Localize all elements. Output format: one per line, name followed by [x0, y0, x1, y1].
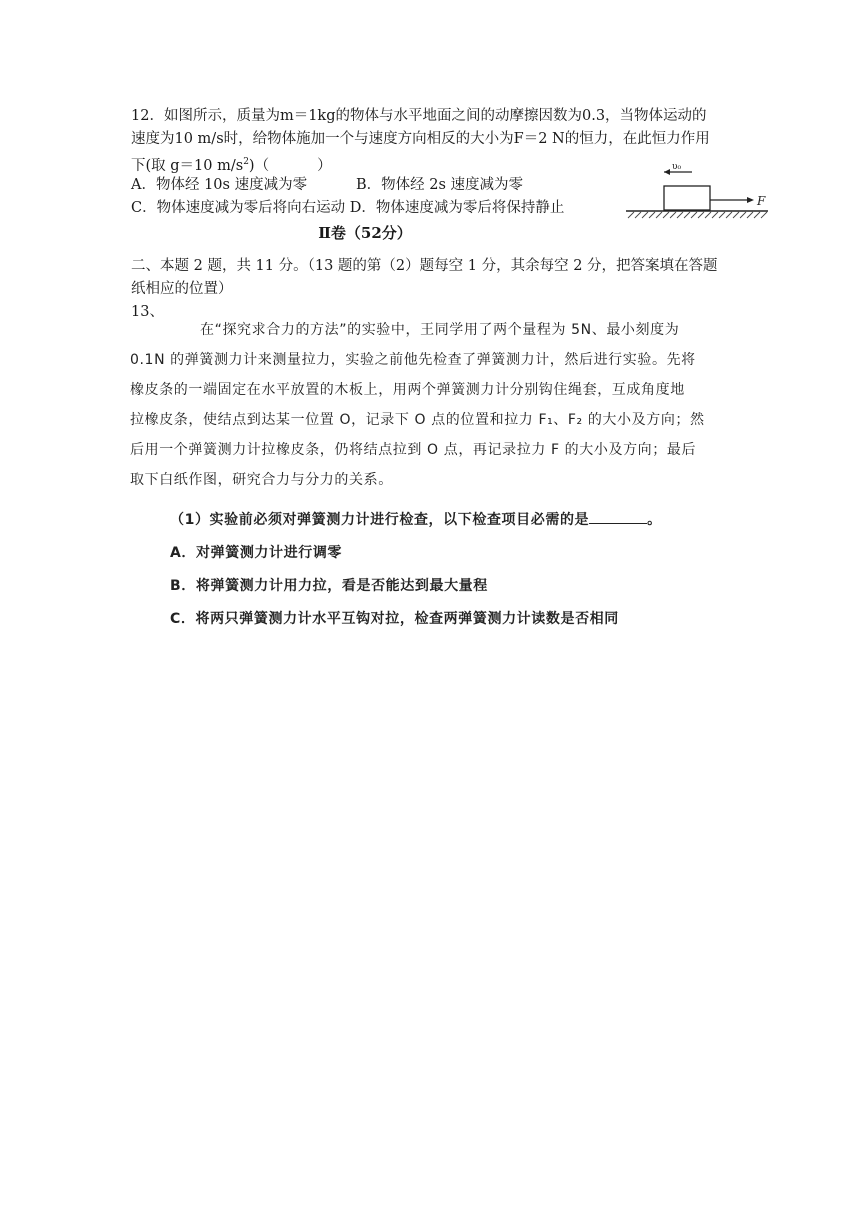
q13-label: 13、	[131, 304, 164, 320]
section-title: Ⅱ卷（52分）	[318, 224, 412, 242]
block-force-diagram	[622, 158, 772, 228]
q12-option-b: B．物体经 2s 速度减为零	[356, 177, 524, 193]
q12-options-row-2	[131, 197, 564, 219]
q13-paragraph-line-3: 橡皮条的一端固定在水平放置的木板上，用两个弹簧测力计分别钩住绳套，互成角度地	[130, 382, 685, 398]
q13-paragraph-line-2: 0.1N 的弹簧测力计来测量拉力，实验之前他先检查了弹簧测力计，然后进行实验。先将	[130, 352, 696, 368]
q13-paragraph-line-4: 拉橡皮条，使结点到达某一位置 O，记录下 O 点的位置和拉力 F₁、F₂ 的大小及方向；然	[130, 412, 705, 428]
q12-superscript: 2	[243, 157, 249, 167]
q12-stem-line-1: 12．如图所示，质量为m＝1kg的物体与水平地面之间的动摩擦因数为0.3，当物体运动的	[131, 108, 707, 124]
q12-paren-open: )（	[248, 157, 270, 174]
answer-blank	[589, 511, 647, 524]
q13-subquestion-1-end: 。	[647, 512, 662, 528]
q12-options-row-1	[131, 174, 524, 196]
q12-option-d: D．物体速度减为零后将保持静止	[349, 200, 565, 216]
q13-paragraph-line-1: 在“探究求合力的方法”的实验中，王同学用了两个量程为 5N、最小刻度为	[200, 322, 680, 338]
q13-paragraph-line-5: 后用一个弹簧测力计拉橡皮条，仍将结点拉到 O 点，再记录拉力 F 的大小及方向；最后	[130, 442, 697, 458]
q13-subquestion-1-text: （1）实验前必须对弹簧测力计进行检查，以下检查项目必需的是	[170, 512, 590, 528]
q12-stem-line-3	[131, 151, 332, 177]
q12-paren-close: ）	[317, 157, 332, 174]
section2-instructions-line-2: 纸相应的位置）	[131, 281, 233, 297]
q12-option-c: C．物体速度减为零后将向右运动	[131, 200, 346, 216]
section2-instructions-line-1: 二、本题 2 题，共 11 分。（13 题的第（2）题每空 1 分，其余每空 2 分，把答案填在答题	[131, 258, 718, 274]
q13-option-a: A．对弹簧测力计进行调零	[170, 545, 343, 561]
q13-option-b: B．将弹簧测力计用力拉，看是否能达到最大量程	[170, 578, 488, 594]
block	[664, 186, 710, 210]
force-arrowhead	[747, 197, 754, 203]
q13-scanned-block	[128, 320, 728, 650]
q13-option-c: C．将两只弹簧测力计水平互钩对拉，检查两弹簧测力计读数是否相同	[170, 611, 619, 627]
force-label: F	[757, 194, 766, 208]
q13-paragraph-line-6: 取下白纸作图，研究合力与分力的关系。	[130, 472, 393, 488]
ground-hatching	[628, 212, 767, 218]
velocity-label: υ₀	[672, 162, 682, 172]
q12-stem-line-2: 速度为10 m/s时，给物体施加一个与速度方向相反的大小为F＝2 N的恒力，在此恒力作用	[131, 131, 710, 147]
q13-subquestion-1	[170, 510, 662, 530]
velocity-arrowhead	[664, 169, 670, 175]
q12-option-a: A．物体经 10s 速度减为零	[131, 177, 308, 193]
q12-stem-line-3-text: 下(取 g＝10 m/s	[131, 157, 244, 174]
